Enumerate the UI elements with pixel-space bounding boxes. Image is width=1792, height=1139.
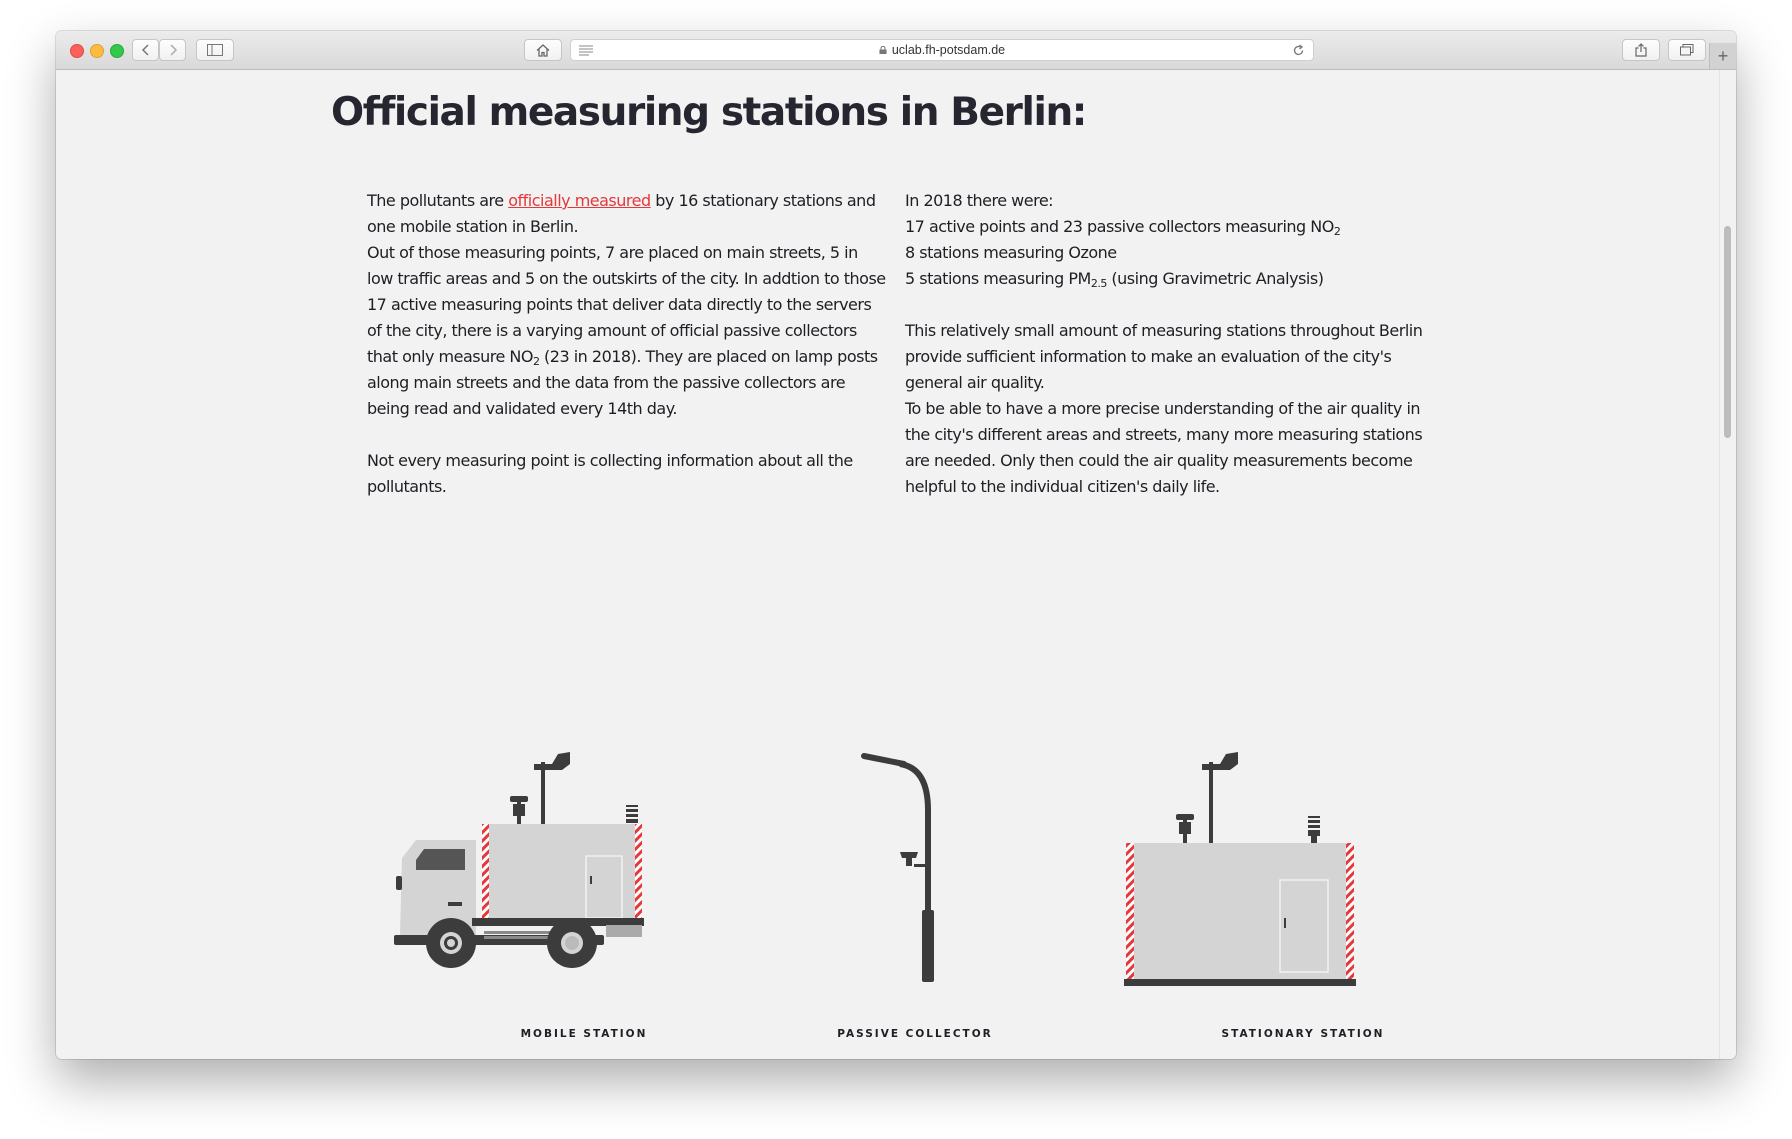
page-content <box>56 70 1720 1059</box>
officially-measured-link[interactable]: officially measured <box>508 191 651 210</box>
forward-button[interactable] <box>159 39 186 61</box>
passive-collector-label: PASSIVE COLLECTOR <box>837 1028 993 1040</box>
new-tab-button[interactable] <box>1709 43 1736 69</box>
stationary-station-label: STATIONARY STATION <box>1221 1028 1385 1040</box>
tabs-overview-button[interactable] <box>1668 39 1706 61</box>
chevron-left-icon <box>141 44 151 56</box>
reload-icon[interactable] <box>1292 44 1305 57</box>
close-window-button[interactable] <box>70 44 84 58</box>
share-button[interactable] <box>1622 39 1660 61</box>
sidebar-toggle-button[interactable] <box>196 39 234 61</box>
plus-icon: + <box>1717 45 1729 66</box>
chevron-right-icon <box>168 44 178 56</box>
stats-ozone: 8 stations measuring Ozone <box>905 243 1117 262</box>
stats-no2: 17 active points and 23 passive collectors measuring $NO_2$ <box>905 217 1341 238</box>
reader-icon[interactable] <box>579 45 593 56</box>
left-paragraph-2: Out of those measuring points, 7 are placed on main streets, 5 in low traffic areas and 5 on the outskirts of the city. In addtion to those 17 active measuring points that deliver data directly to the servers of the city, there is a varying amount of official passive collectors that only measure $NO_2$ (23 in 2018). They are placed on lamp posts along main streets and the data from the passive collectors are being read and validated every 14th day. <box>367 243 886 418</box>
minimize-window-button[interactable] <box>90 44 104 58</box>
home-icon <box>536 44 550 57</box>
address-bar[interactable] <box>570 39 1314 61</box>
browser-titlebar <box>56 31 1736 70</box>
mobile-station-label: MOBILE STATION <box>520 1028 648 1040</box>
left-paragraph-1: The pollutants are officially measured by 16 stationary stations and one mobile station in Berlin. <box>367 191 876 236</box>
lock-icon <box>879 46 887 54</box>
home-button[interactable] <box>524 39 562 61</box>
scrollbar-thumb[interactable] <box>1724 226 1731 438</box>
left-text-column <box>367 188 887 500</box>
stats-pm25: 5 stations measuring $PM_{2.5}$ (using Gravimetric Analysis) <box>905 269 1324 290</box>
stationary-station-illustration <box>1118 750 1358 990</box>
page-title: Official measuring stations in Berlin: <box>331 90 1087 135</box>
share-icon <box>1635 43 1647 57</box>
page-scrollbar[interactable] <box>1719 70 1736 1059</box>
passive-collector-illustration <box>856 750 976 990</box>
right-text-column <box>905 188 1435 500</box>
browser-window <box>56 31 1736 1059</box>
zoom-window-button[interactable] <box>110 44 124 58</box>
sidebar-icon <box>207 44 223 56</box>
stats-intro: In 2018 there were: <box>905 191 1054 210</box>
mobile-station-illustration <box>376 750 676 990</box>
left-paragraph-3: Not every measuring point is collecting information about all the pollutants. <box>367 451 853 496</box>
tabs-icon <box>1680 44 1694 56</box>
right-paragraph-2: This relatively small amount of measuring stations throughout Berlin provide sufficient information to make an evaluation of the city's general air quality. <box>905 321 1423 392</box>
url-text: uclab.fh-potsdam.de <box>891 43 1006 57</box>
right-paragraph-3: To be able to have a more precise understanding of the air quality in the city's different areas and streets, many more measuring stations are needed. Only then could the air quality measurements become helpful to the individual citizen's daily life. <box>905 399 1423 496</box>
back-button[interactable] <box>132 39 159 61</box>
